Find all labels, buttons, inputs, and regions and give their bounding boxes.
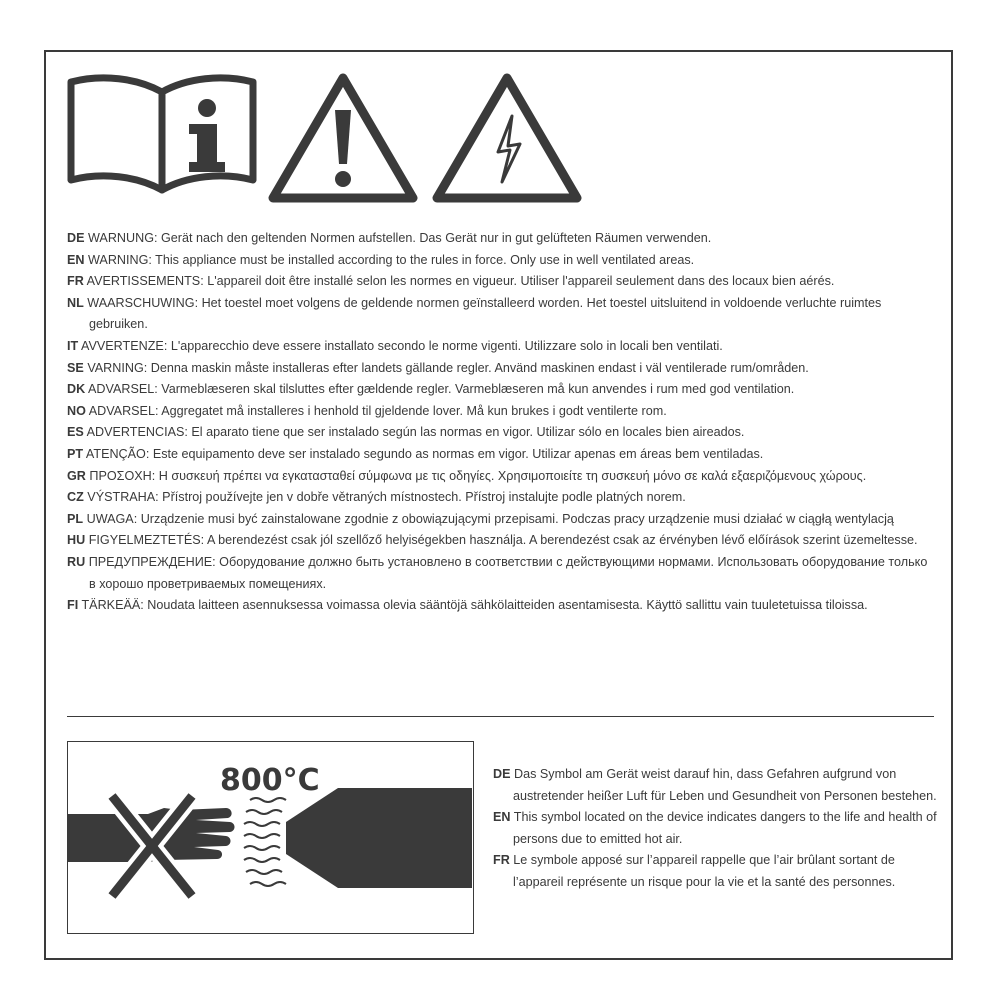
warning-se: SE VARNING: Denna maskin måste installeras efter landets gällande regler. Använd maskinen endast i väl ventilerade rum/områden. [67,360,809,375]
hot-air-fr: FR Le symbole apposé sur l’appareil rappelle que l’air brûlant sortant de l’appareil représente un risque pour la vie et la santé des personnes. [493,853,896,889]
electric-hazard-icon [432,72,582,204]
multilingual-warnings [67,228,937,617]
warning-fi: FI TÄRKEÄÄ: Noudata laitteen asennuksessa voimassa olevia sääntöjä sähkölaitteiden asentamisesta. Käyttö sallittu vain tuuletetuissa tiloissa. [67,598,868,613]
hot-air-pictogram [67,741,474,934]
temperature-top: 800°C [220,763,320,798]
warning-pl: PL UWAGA: Urządzenie musi być zainstalowane zgodnie z obowiązującymi przepisami. Podczas pracy urządzenie musi działać w ciągłą wentylacją [67,511,894,526]
warning-dk: DK ADVARSEL: Varmeblæseren skal tilsluttes efter gældende regler. Varmeblæseren må kun anvendes i rum med god ventilation. [67,382,795,397]
hot-air-explanation [493,764,938,894]
read-manual-icon [67,72,257,194]
hot-air-hazard-icon [68,742,472,932]
warning-hu: HU FIGYELMEZTETÉS: A berendezést csak jól szellőző helyiségekben használja. A berendezést csak az érvényben lévő előírások szerint üzemeltesse. [67,533,918,548]
warning-gr: GR ΠΡΟΣΟΧΗ: Η συσκευή πρέπει να εγκατασταθεί σύμφωνα με τις οδηγίες. Χρησιμοποιείτε τη συσκευή μόνο σε καλά εξαεριζόμενους χώρους. [67,468,867,483]
section-divider [67,716,934,717]
warning-en: EN WARNING: This appliance must be installed according to the rules in force. Only use in well ventilated areas. [67,252,695,267]
warning-nl: NL WAARSCHUWING: Het toestel moet volgens de geldende normen geïnstalleerd worden. Het toestel uitsluitend in voldoende verluchte ruimtes gebruiken. [67,295,882,332]
warning-it: IT AVVERTENZE: L'apparecchio deve essere installato secondo le norme vigenti. Utilizzare solo in locali ben ventilati. [67,338,723,353]
hot-air-en: EN This symbol located on the device indicates dangers to the life and health of persons due to emitted hot air. [493,810,937,846]
warning-no: NO ADVARSEL: Aggregatet må installeres i henhold til gjeldende lover. Må kun brukes i godt ventilerte rom. [67,403,667,418]
warning-pt: PT ATENÇÃO: Este equipamento deve ser instalado segundo as normas em vigor. Utilizar apenas em áreas bem ventiladas. [67,446,764,461]
warning-es: ES ADVERTENCIAS: El aparato tiene que ser instalado según las normas en vigor. Utilizar sólo en locales bien aireados. [67,425,745,440]
warning-cz: CZ VÝSTRAHA: Přístroj používejte jen v dobře větraných místnostech. Přístroj instalujte podle platných norem. [67,490,686,505]
general-warning-icon [268,72,418,204]
warning-ru: RU ПРЕДУПРЕЖДЕНИЕ: Оборудование должно быть установлено в соответствии с действующими нормами. Использовать оборудование только в хорошо проветриваемых помещениях. [67,554,928,591]
warning-fr: FR AVERTISSEMENTS: L'appareil doit être installé selon les normes en vigueur. Utiliser l'appareil seulement dans des locaux bien aérés. [67,274,835,289]
warning-de: DE WARNUNG: Gerät nach den geltenden Normen aufstellen. Das Gerät nur in gut gelüfteten Räumen verwenden. [67,231,712,245]
hot-air-de: DE Das Symbol am Gerät weist darauf hin, dass Gefahren aufgrund von austretender heißer Luft für Leben und Gesundheit von Personen bestehen. [493,767,937,803]
